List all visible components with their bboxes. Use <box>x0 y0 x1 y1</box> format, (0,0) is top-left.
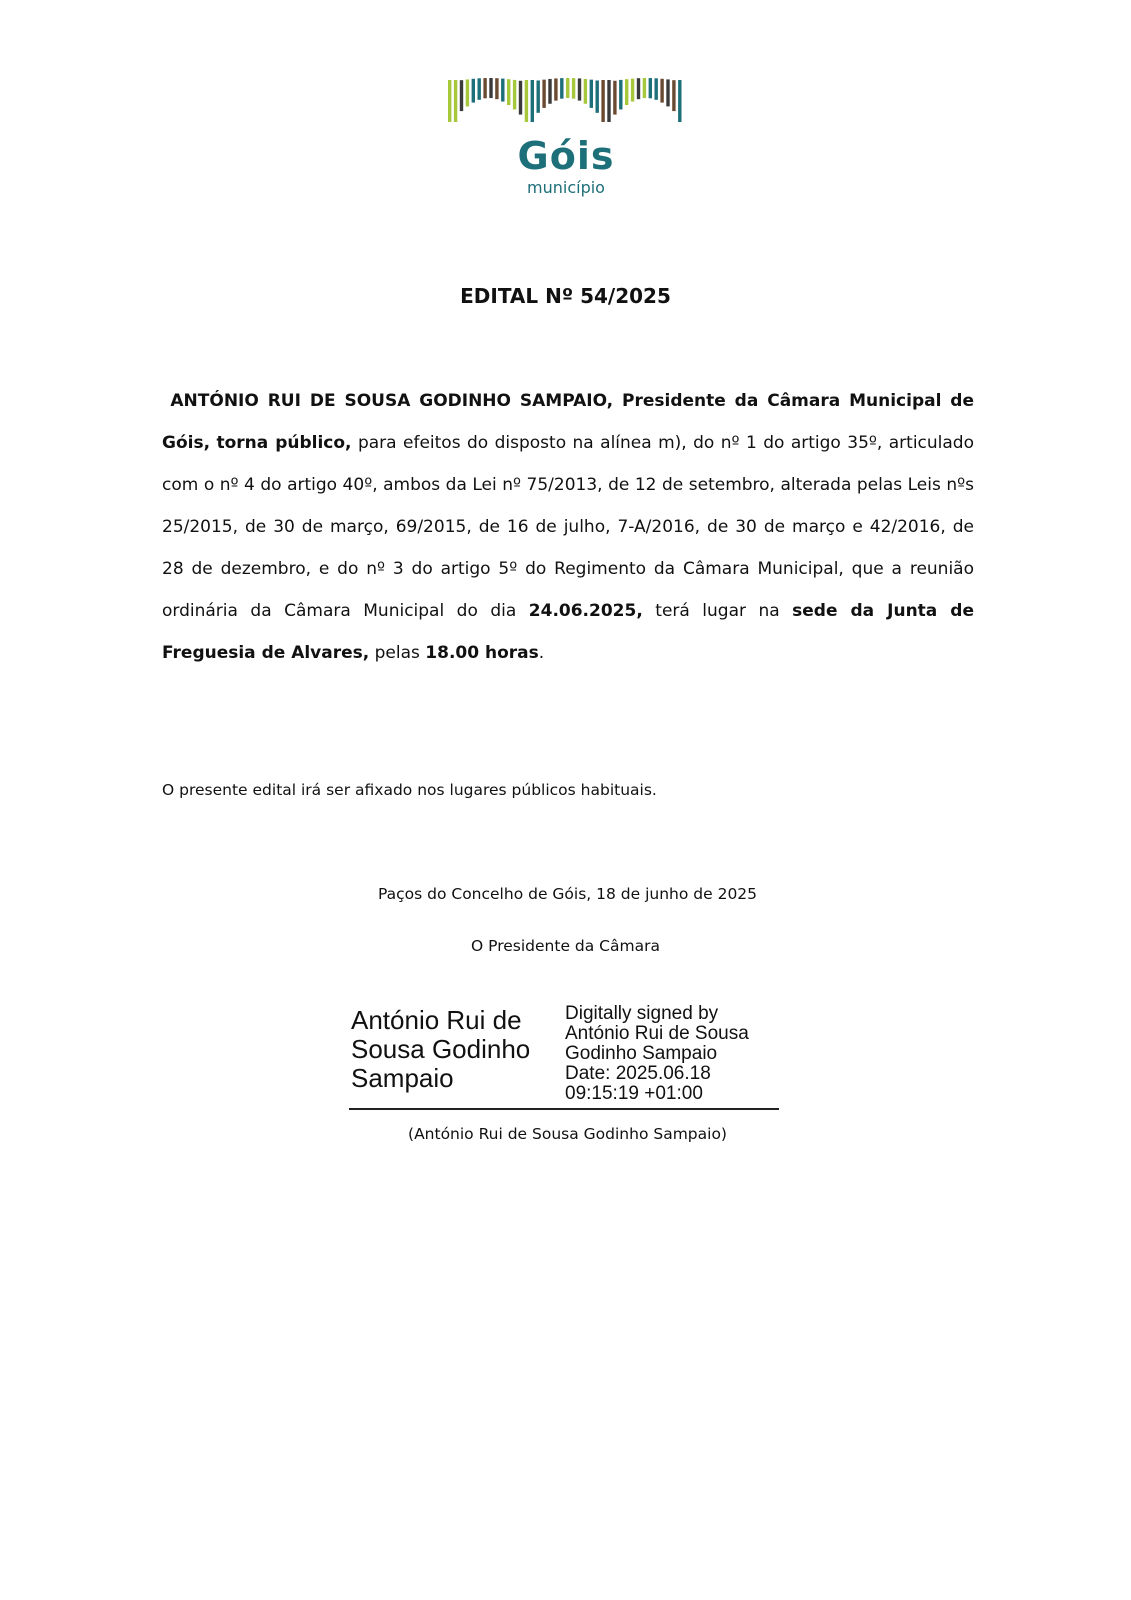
logo-bar <box>601 80 604 122</box>
logo-bar <box>613 81 616 115</box>
digital-signature-name <box>351 1006 563 1093</box>
place-and-date: Paços do Concelho de Góis, 18 de junho de 2025 <box>377 885 758 903</box>
signature-name-line: Sousa Godinho <box>351 1034 531 1064</box>
president-name: ANTÓNIO RUI DE SOUSA GODINHO SAMPAIO, Presidente da Câmara Municipal de Góis, <box>162 391 975 453</box>
logo-bar <box>607 80 610 122</box>
logo-bar <box>548 79 551 104</box>
logo-bar <box>472 79 475 103</box>
logo-bar <box>537 80 540 112</box>
logo-bar <box>672 80 675 111</box>
meeting-date: 24.06.2025, <box>528 601 643 621</box>
logo-bar <box>454 80 457 122</box>
logo-bar <box>578 78 581 100</box>
signature-name-line: António Rui de <box>351 1005 522 1035</box>
logo-bar <box>566 78 569 98</box>
logo-bar <box>525 80 528 122</box>
logo-bar <box>513 80 516 110</box>
logo-bar <box>666 79 669 106</box>
logo-bar <box>466 79 469 106</box>
signatory-title: O Presidente da Câmara <box>471 937 660 955</box>
logo-bar <box>637 78 640 99</box>
bridge-arches-logo-icon <box>446 68 686 124</box>
meeting-time: 18.00 horas <box>425 643 539 663</box>
signature-detail-line: Digitally signed by <box>565 1003 719 1024</box>
meeting-venue: sede da Junta de Freguesia de Alvares, <box>162 601 974 663</box>
legal-basis-text: para efeitos do disposto na alínea m), do nº 1 do artigo 35º, articulado com o nº 4 do artigo 40º, ambos da Lei nº 75/2013, de 12 de setembro, alterada pelas Leis nºs 25/2015, de 30 de março, 69/2015, de 16 de julho, 7-A/2016, de 30 de março e 42/2016, de 28 de dezembro, e do nº 3 do artigo 5º do Regimento da Câmara Municipal, que a reunião ordinária da Câmara Municipal do dia <box>162 433 974 621</box>
logo-bar <box>483 78 486 98</box>
logo-bar <box>501 79 504 102</box>
signature-detail-line: Date: 2025.06.18 <box>565 1063 711 1084</box>
edital-body <box>162 380 974 674</box>
logo-bar <box>519 81 522 115</box>
logo-bar <box>619 80 622 110</box>
municipality-logo <box>446 68 686 208</box>
signature-line <box>349 1108 779 1110</box>
logo-bar <box>560 78 563 99</box>
logo-bar <box>507 79 510 105</box>
logo-bar <box>649 78 652 98</box>
logo-bar <box>531 80 534 122</box>
logo-bar <box>448 80 451 122</box>
signature-detail-line: António Rui de Sousa <box>565 1023 749 1044</box>
logo-bar <box>631 79 634 102</box>
edital-title: EDITAL Nº 54/2025 <box>460 284 671 308</box>
logo-subtitle: município <box>527 178 605 197</box>
logo-name: Góis <box>517 134 615 178</box>
logo-bar <box>542 80 545 108</box>
signatory-full-name: (António Rui de Sousa Godinho Sampaio) <box>408 1125 727 1143</box>
logo-bar <box>643 78 646 98</box>
signature-detail-line: Godinho Sampaio <box>565 1043 718 1064</box>
logo-bar <box>660 79 663 103</box>
logo-bar <box>554 78 557 100</box>
logo-bar <box>590 80 593 108</box>
logo-bar <box>572 78 575 99</box>
logo-bar <box>478 78 481 100</box>
logo-bar <box>495 78 498 99</box>
signature-name-line: Sampaio <box>351 1063 454 1093</box>
logo-bar <box>489 78 492 98</box>
logo-bar <box>655 78 658 100</box>
closing-period: . <box>538 643 545 663</box>
signature-detail-line: 09:15:19 +01:00 <box>565 1083 703 1104</box>
logo-bar <box>625 79 628 105</box>
logo-bar <box>584 79 587 104</box>
announcement-phrase: torna público, <box>216 433 352 453</box>
connector-text-time: pelas <box>374 643 420 663</box>
digital-signature-details <box>565 1004 795 1104</box>
logo-bar <box>596 80 599 112</box>
logo-bar <box>678 80 681 122</box>
posting-notice: O presente edital irá ser afixado nos lugares públicos habituais. <box>162 781 657 799</box>
connector-text: terá lugar na <box>655 601 780 621</box>
logo-bar <box>460 80 463 111</box>
